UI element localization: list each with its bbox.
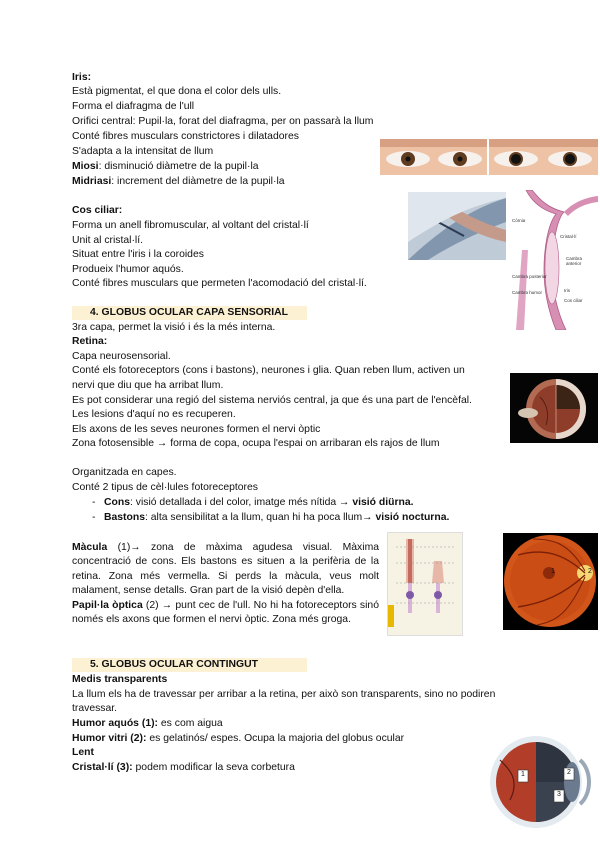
cos-ciliar-line: Produeix l'humor aquós. [72, 264, 184, 275]
cons-term: Cons [104, 497, 130, 508]
miosi-term: Miosi [72, 161, 99, 172]
fundus-label-1: 1 [551, 568, 555, 575]
papilla-text: (2) → punt cec de l'ull. No hi ha fotoreceptors sinó només els axons que formen el nervi òptic. Zona més groga. [72, 600, 379, 626]
diagram-label-cornia: Còrnia [512, 218, 526, 223]
cos-ciliar-line: Conté fibres musculars que permeten l'acomodació del cristal·lí. [72, 278, 367, 289]
section-5-heading: 5. GLOBUS OCULAR CONTINGUT [72, 658, 307, 672]
retina-line: Les lesions d'aquí no es recuperen. [72, 409, 236, 420]
humor-vitri-line [72, 732, 404, 746]
iris-line: Conté fibres musculars constrictores i dilatadores [72, 131, 299, 142]
retina-line: Es pot considerar una regió del sistema nerviós central, ja que és una part de l'encèfal. [72, 395, 472, 406]
section-4-intro: 3ra capa, permet la visió i és la més interna. [72, 322, 276, 333]
retina-line: Conté els fotoreceptors (cons i bastons), neurones i glia. Quan reben llum, activen un [72, 365, 465, 376]
bastons-term: Bastons [104, 512, 145, 523]
ciliary-body-diagram [512, 190, 598, 330]
bastons-line [72, 511, 449, 525]
eyes-photo [380, 139, 598, 175]
lent-title: Lent [72, 747, 94, 758]
bullet-dash: - [92, 512, 96, 523]
midriasi-line [72, 175, 285, 189]
diagram-label-cristalli: Cristal·lí [560, 234, 577, 239]
cos-ciliar-line: Forma un anell fibromuscular, al voltant del cristal·lí [72, 220, 309, 231]
macula-paragraph [72, 541, 379, 598]
humor-vitri-term: Humor vitri (2): [72, 733, 147, 744]
fundus-photo [503, 533, 598, 630]
retina-line: Els axons de les seves neurones formen el nervi òptic [72, 424, 321, 435]
miosi-text: : disminució diàmetre de la pupil·la [98, 161, 259, 172]
humor-aquos-line [72, 717, 223, 731]
bastons-bold: visió nocturna. [375, 512, 450, 523]
cos-ciliar-line: Situat entre l'iris i la coroides [72, 249, 204, 260]
organized-line: Organitzada en capes. [72, 467, 177, 478]
medis-line: travessar. [72, 703, 118, 714]
midriasi-text: : increment del diàmetre de la pupil·la [111, 176, 285, 187]
cristalli-term: Cristal·lí (3): [72, 762, 133, 773]
cos-ciliar-line: Unit al cristal·lí. [72, 235, 144, 246]
retina-line: Zona fotosensible → forma de copa, ocupa l'espai on arribaran els rajos de llum [72, 438, 440, 449]
two-types-line: Conté 2 tipus de cèl·lules fotoreceptores [72, 482, 258, 493]
diagram-label-cambra-posterior: Cambra posterior [512, 274, 547, 279]
macula-text: (1)→ zona de màxima agudesa visual. Màxima concentració de cons. Els bastons es situen a la perifèria de la retina. Zona més vermella. Si perds la màcula, veus molt malament, sense detalls. Gran part de la visió depèn d'ella. [72, 542, 379, 596]
eye-label-3: 3 [557, 791, 561, 798]
iris-line: Orifici central: Pupil·la, forat del diafragma, per on passarà la llum [72, 116, 374, 127]
iris-title: Iris: [72, 72, 92, 83]
eye-label-2: 2 [567, 769, 571, 776]
photoreceptor-diagram [387, 532, 463, 636]
midriasi-term: Midriasi [72, 176, 112, 187]
cristalli-line [72, 761, 295, 775]
iris-line: Està pigmentat, el que dona el color dels ulls. [72, 86, 282, 97]
retina-line: nervi que diu que ha arribat llum. [72, 380, 224, 391]
fundus-label-2: 2 [588, 568, 592, 575]
bullet-dash: - [92, 497, 96, 508]
cons-line [72, 496, 414, 510]
cons-text: : visió detallada i del color, imatge més nítida → [129, 497, 353, 508]
diagram-label-cos-ciliar: Cos ciliar [564, 298, 583, 303]
iris-line: Forma el diafragma de l'ull [72, 101, 195, 112]
humor-vitri-text: es gelatinós/ espes. Ocupa la majoria del globus ocular [146, 733, 405, 744]
cos-ciliar-title: Cos ciliar: [72, 205, 123, 216]
papilla-term: Papil·la òptica [72, 600, 143, 611]
papilla-paragraph [72, 599, 379, 628]
cons-bold: visió diürna. [352, 497, 414, 508]
bastons-text: : alta sensibilitat a la llum, quan hi ha poca llum→ [145, 512, 376, 523]
iris-line: S'adapta a la intensitat de llum [72, 146, 214, 157]
diagram-label-iris: Iris [564, 288, 570, 293]
humor-aquos-term: Humor aquós (1): [72, 718, 159, 729]
ciliary-body-photo [408, 192, 506, 260]
eye-label-1: 1 [521, 771, 525, 778]
humor-aquos-text: es com aigua [158, 718, 223, 729]
eyeball-retina-photo [510, 373, 598, 443]
diagram-label-cambra-anterior: Cambra anterior [566, 256, 583, 266]
cristalli-text: podem modificar la seva corbetura [132, 762, 295, 773]
miosi-line [72, 160, 259, 174]
retina-line: Capa neurosensorial. [72, 351, 171, 362]
retina-title: Retina: [72, 336, 108, 347]
medis-line: La llum els ha de travessar per arribar a la retina, per això son transparents, sino no podiren [72, 689, 496, 700]
medis-title: Medis transparents [72, 674, 168, 685]
macula-term: Màcula [72, 542, 108, 553]
diagram-label-cambra-humor: Cambra humor [512, 290, 543, 295]
section-4-heading: 4. GLOBUS OCULAR CAPA SENSORIAL [72, 306, 307, 320]
eyeball-content-photo [480, 730, 598, 832]
